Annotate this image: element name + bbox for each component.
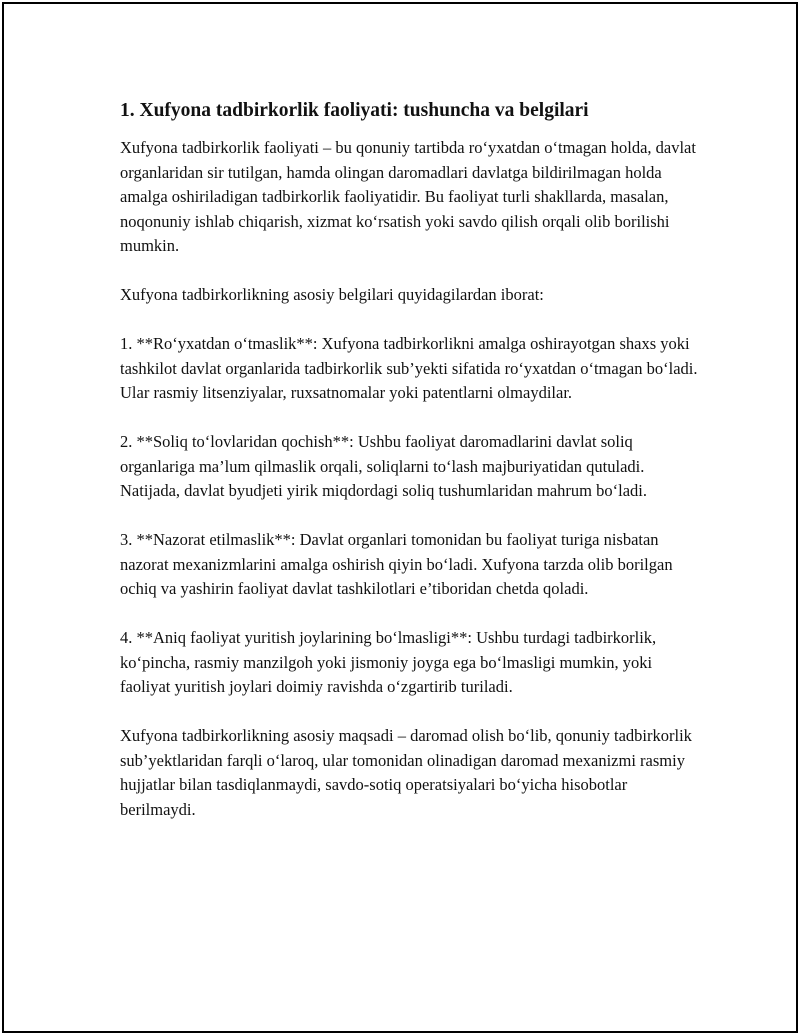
paragraph-definition: Xufyona tadbirkorlik faoliyati – bu qonuniy tartibda ro‘yxatdan o‘tmagan holda, davlat organlaridan sir tutilgan, hamda olingan daromadlari davlatga bildirilmagan holda amalga oshiriladigan tadbirkorlik faoliyatidir. Bu faoliyat turli shakllarda, masalan, noqonuniy ishlab chiqarish, xizmat ko‘rsatish yoki savdo qilish orqali olib borilishi mumkin. bbox=[120, 138, 696, 255]
document-body bbox=[120, 98, 700, 847]
paragraph-sign-2: 2. **Soliq to‘lovlaridan qochish**: Ushbu faoliyat daromadlarini davlat soliq organlariga ma’lum qilmaslik orqali, soliqlarni to‘lash majburiyatidan qutuladi. Natijada, davlat byudjeti yirik miqdordagi soliq tushumlaridan mahrum bo‘ladi. bbox=[120, 432, 647, 500]
paragraph-signs-intro: Xufyona tadbirkorlikning asosiy belgilari quyidagilardan iborat: bbox=[120, 285, 544, 304]
paragraph-sign-1: 1. **Ro‘yxatdan o‘tmaslik**: Xufyona tadbirkorlikni amalga oshirayotgan shaxs yoki tashkilot davlat organlarida tadbirkorlik sub’yekti sifatida ro‘yxatdan o‘tmagan bo‘ladi. Ular rasmiy litsenziyalar, ruxsatnomalar yoki patentlarni olmaydilar. bbox=[120, 334, 698, 402]
paragraph-sign-4: 4. **Aniq faoliyat yuritish joylarining bo‘lmasligi**: Ushbu turdagi tadbirkorlik, ko‘pincha, rasmiy manzilgoh yoki jismoniy joyga ega bo‘lmasligi mumkin, yoki faoliyat yuritish joylari doimiy ravishda o‘zgartirib turiladi. bbox=[120, 628, 657, 696]
paragraph-sign-3: 3. **Nazorat etilmaslik**: Davlat organlari tomonidan bu faoliyat turiga nisbatan nazorat mexanizmlarini amalga oshirish qiyin bo‘ladi. Xufyona tarzda olib borilgan ochiq va yashirin faoliyat davlat tashkilotlari e’tiboridan chetda qoladi. bbox=[120, 530, 673, 598]
paragraph-conclusion: Xufyona tadbirkorlikning asosiy maqsadi – daromad olish bo‘lib, qonuniy tadbirkorlik sub’yektlaridan farqli o‘laroq, ular tomonidan olinadigan daromad mexanizmi rasmiy hujjatlar bilan tasdiqlanmaydi, savdo-sotiq operatsiyalari bo‘yicha hisobotlar berilmaydi. bbox=[120, 726, 692, 819]
document-title: 1. Xufyona tadbirkorlik faoliyati: tushuncha va belgilari bbox=[120, 100, 589, 121]
page-frame bbox=[2, 2, 798, 1033]
